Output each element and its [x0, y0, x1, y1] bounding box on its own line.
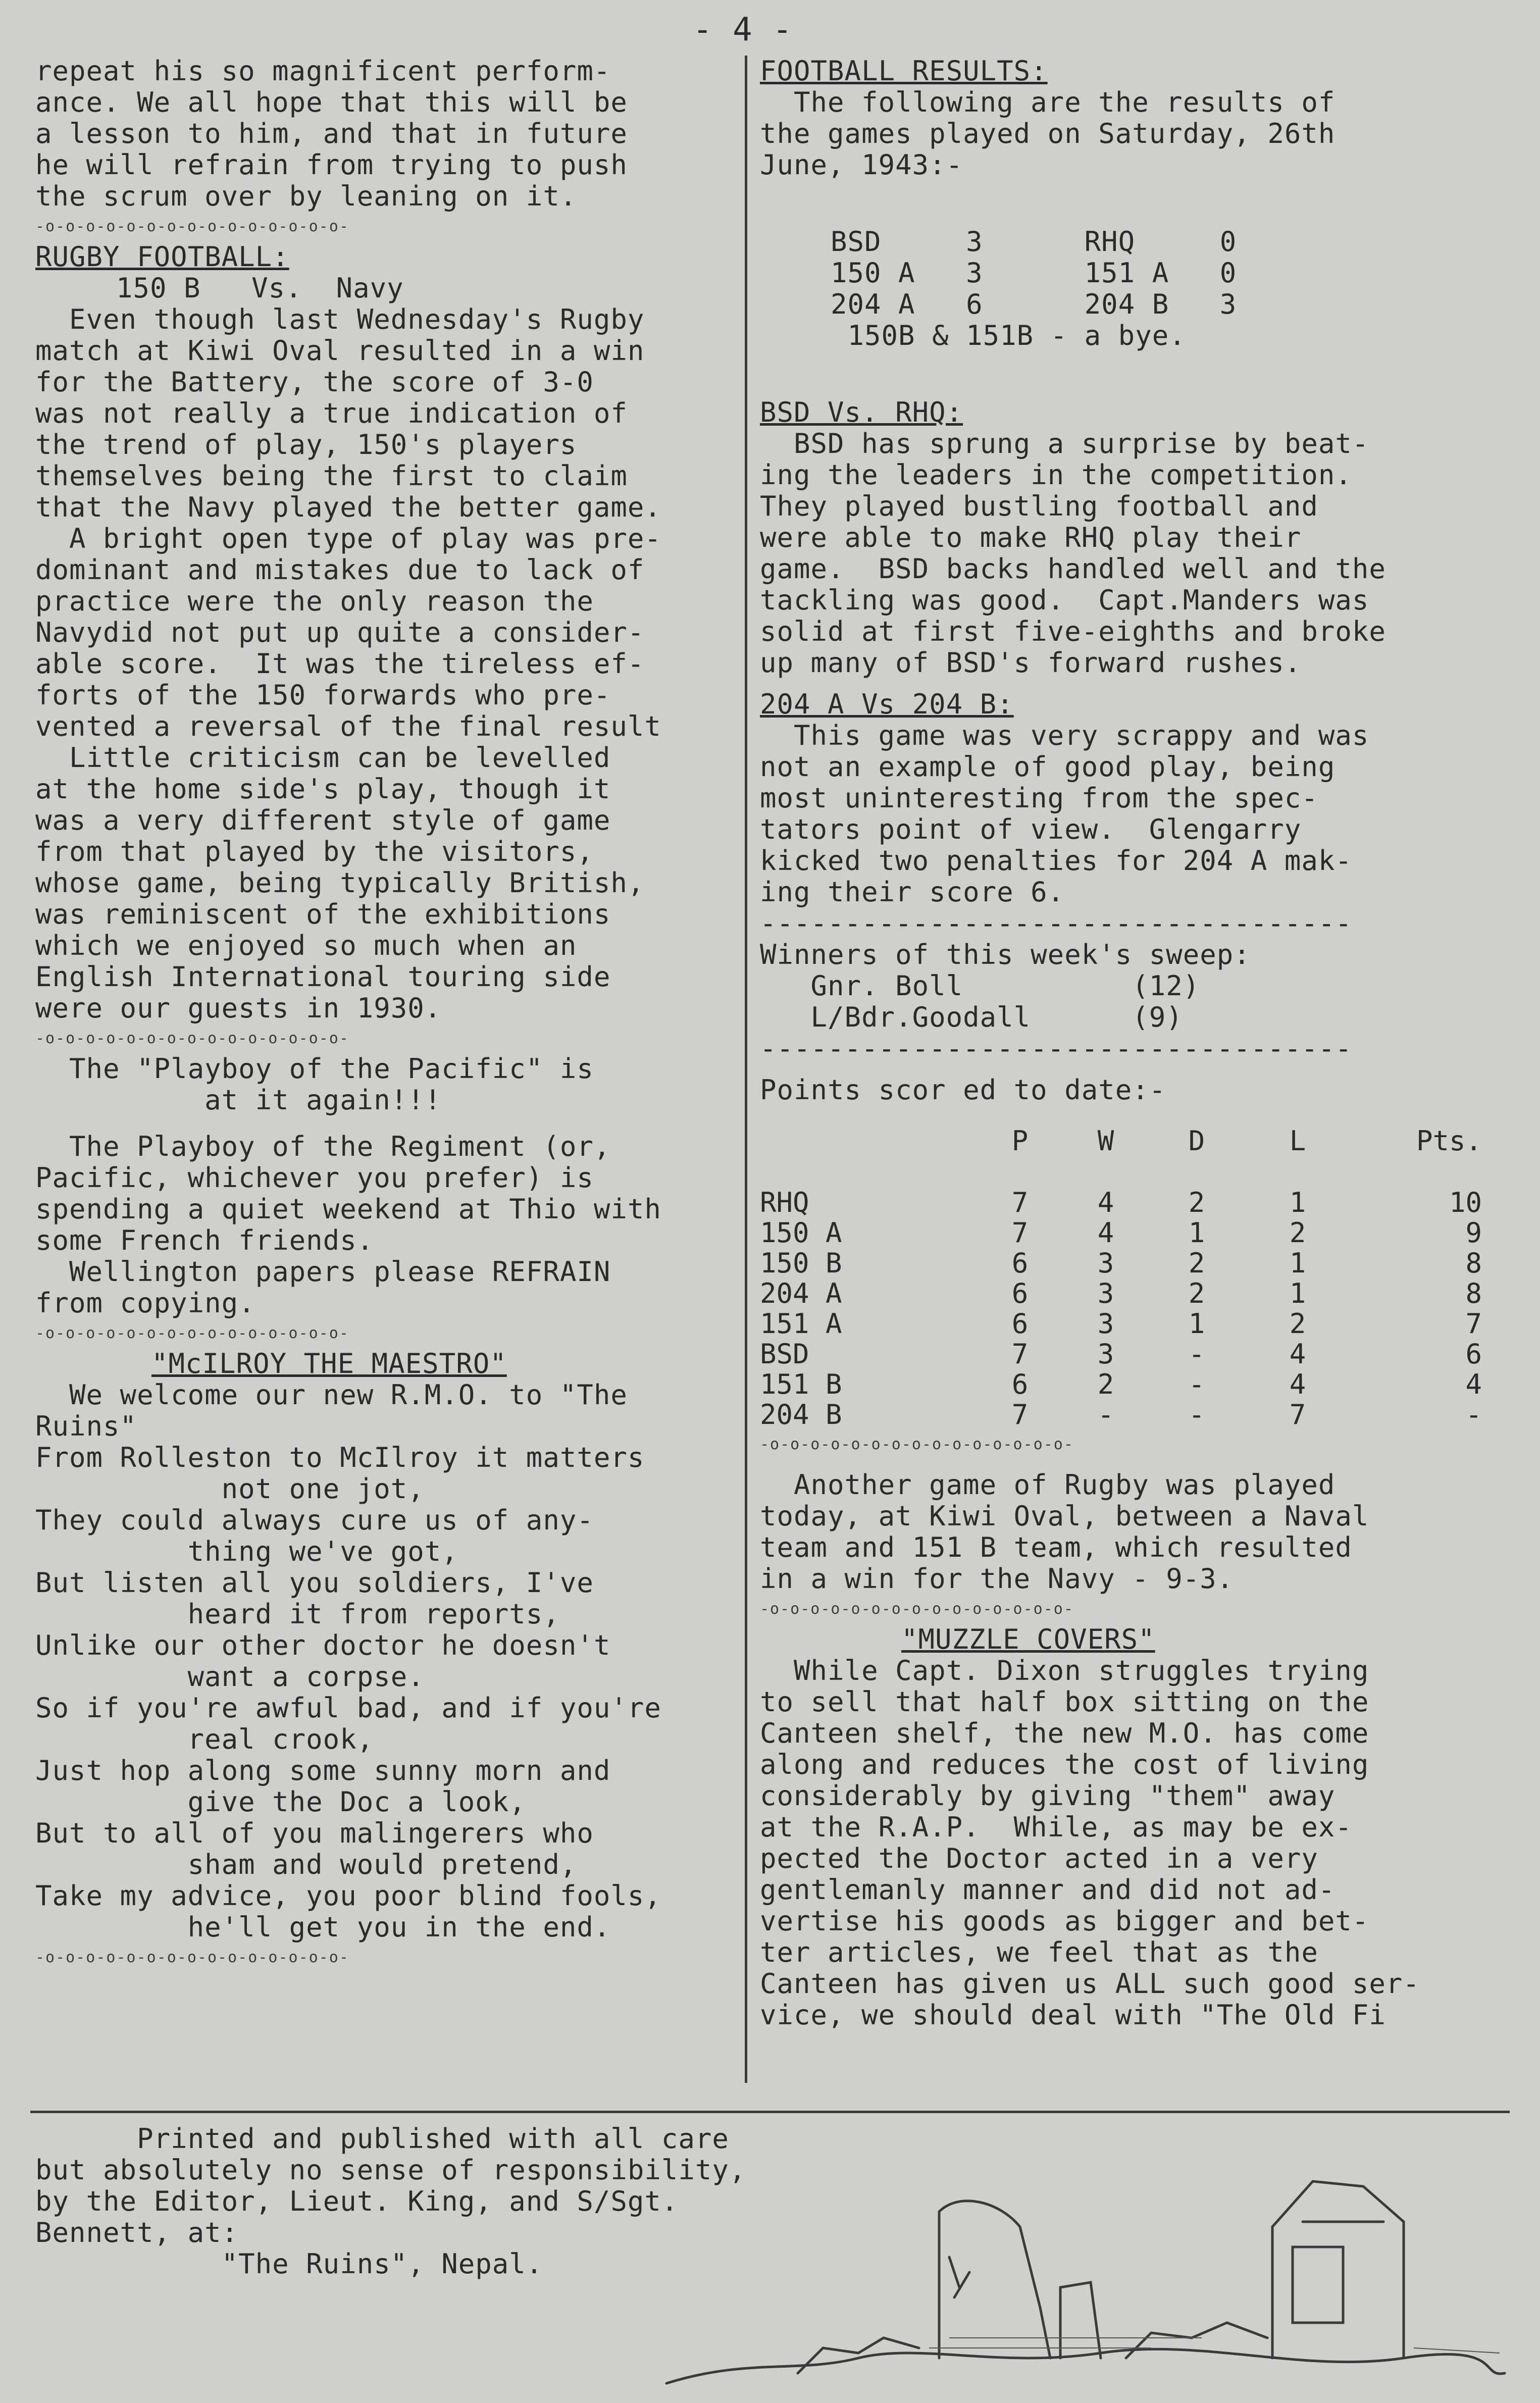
rugby-line: whose game, being typically British,: [35, 867, 645, 899]
a204-line: ing their score 6.: [760, 876, 1065, 908]
bsd-line: up many of BSD's forward rushes.: [760, 647, 1302, 679]
poem-line: Ruins": [35, 1410, 137, 1442]
playboy-line: some French friends.: [35, 1224, 374, 1256]
another-game-line: Another game of Rugby was played: [760, 1469, 1336, 1501]
footer: [35, 2123, 746, 2280]
rugby-line: English International touring side: [35, 961, 611, 993]
muzzle-line: at the R.A.P. While, as may be ex-: [760, 1811, 1352, 1843]
poem-line: So if you're awful bad, and if you're: [35, 1692, 661, 1724]
table-cell: -: [1188, 1338, 1205, 1370]
rugby-line: was a very different style of game: [35, 804, 611, 836]
intro-line: he will refrain from trying to push: [35, 149, 628, 181]
table-cell: 6: [1011, 1277, 1029, 1309]
muzzle-line: Canteen has given us ALL such good ser-: [760, 1968, 1420, 2000]
muzzle-line: considerably by giving "them" away: [760, 1780, 1336, 1812]
rugby-line: that the Navy played the better game.: [35, 491, 661, 523]
rugby-line: was reminiscent of the exhibitions: [35, 898, 611, 930]
page-number: - 4 -: [693, 11, 793, 48]
another-game-line: team and 151 B team, which resulted: [760, 1531, 1352, 1563]
intro-line: the scrum over by leaning on it.: [35, 180, 577, 212]
table-cell: 1: [1289, 1277, 1306, 1309]
muzzle-line: Canteen shelf, the new M.O. has come: [760, 1717, 1369, 1749]
table-cell: 4: [1465, 1368, 1482, 1400]
header-cell: W: [1097, 1125, 1114, 1157]
results-block: [831, 226, 1502, 351]
muzzle-line: vice, we should deal with "The Old Fi: [760, 1999, 1386, 2031]
table-cell: 1: [1289, 1247, 1306, 1279]
rugby-line: the trend of play, 150's players: [35, 429, 577, 461]
section-separator: -o-o-o-o-o-o-o-o-o-o-o-o-o-o-o-: [35, 1030, 349, 1047]
table-cell: 8: [1465, 1247, 1482, 1279]
footer-line: Printed and published with all care: [35, 2123, 729, 2155]
column-divider: [745, 56, 747, 2083]
table-cell: 4: [1097, 1217, 1114, 1249]
table-cell: 7: [1465, 1308, 1482, 1340]
spacer: [760, 1064, 1502, 1075]
muzzle-line: gentlemanly manner and did not ad-: [760, 1874, 1336, 1906]
bsd-line: ing the leaders in the competition.: [760, 459, 1352, 491]
playboy-line: The Playboy of the Regiment (or,: [35, 1131, 611, 1162]
playboy-line: Wellington papers please REFRAIN: [35, 1256, 611, 1288]
a204-heading: 204 A Vs 204 B:: [760, 688, 1014, 720]
table-cell: 2: [1289, 1308, 1306, 1340]
table-cell: 6: [1011, 1308, 1029, 1340]
bsd-line: They played bustling football and: [760, 490, 1318, 522]
header-cell: L: [1289, 1125, 1306, 1157]
rubble: [798, 2338, 919, 2373]
table-cell: 150 A: [760, 1217, 842, 1249]
ground-line: [666, 2349, 1505, 2383]
rubble: [1126, 2323, 1267, 2358]
bsd-line: BSD has sprung a surprise by beat-: [760, 428, 1369, 459]
poem-line: But listen all you soldiers, I've: [35, 1567, 594, 1599]
table-cell: -: [1188, 1368, 1205, 1400]
table-cell: -: [1465, 1399, 1482, 1430]
poem-line: heard it from reports,: [35, 1598, 560, 1630]
table-cell: 7: [1011, 1338, 1029, 1370]
ruins-sketch: [646, 2156, 1515, 2393]
footer-line: by the Editor, Lieut. King, and S/Sgt.: [35, 2185, 679, 2217]
intro-line: ance. We all hope that this will be: [35, 86, 628, 118]
playboy-heading: The "Playboy of the Pacific" is: [35, 1053, 594, 1085]
spacer: [760, 1106, 1502, 1126]
points-table: [760, 1126, 1482, 1430]
mcilroy-heading: "McILROY THE MAESTRO": [151, 1348, 507, 1379]
section-separator: -o-o-o-o-o-o-o-o-o-o-o-o-o-o-o-: [760, 1600, 1074, 1618]
a204-line: tators point of view. Glengarry: [760, 813, 1302, 845]
table-cell: 3: [1097, 1277, 1114, 1309]
sweep-line: L/Bdr.Goodall (9): [760, 1001, 1183, 1033]
ruin-doorway: [1060, 2282, 1101, 2358]
table-cell: -: [1188, 1399, 1205, 1430]
footer-rule: [30, 2111, 1510, 2113]
rugby-subheading: 150 B Vs. Navy: [116, 272, 404, 304]
table-row: [760, 1218, 1482, 1248]
table-cell: RHQ: [760, 1187, 809, 1218]
result-line: BSD 3 RHQ 0: [831, 226, 1237, 258]
table-row: [760, 1188, 1482, 1218]
section-separator: -o-o-o-o-o-o-o-o-o-o-o-o-o-o-o-: [35, 1324, 349, 1342]
muzzle-line: While Capt. Dixon struggles trying: [760, 1655, 1369, 1686]
another-game-line: today, at Kiwi Oval, between a Naval: [760, 1500, 1369, 1532]
rugby-line: forts of the 150 forwards who pre-: [35, 679, 611, 711]
playboy-line: Pacific, whichever you prefer) is: [35, 1162, 594, 1194]
muzzle-line: to sell that half box sitting on the: [760, 1686, 1369, 1718]
hatching: [929, 2338, 1500, 2353]
table-cell: 10: [1449, 1187, 1482, 1218]
result-line: 204 A 6 204 B 3: [831, 288, 1237, 320]
spacer: [760, 181, 1502, 226]
poem-line: real crook,: [35, 1723, 374, 1755]
intro-line: repeat his so magnificent perform-: [35, 55, 611, 87]
table-row: [760, 1279, 1482, 1309]
muzzle-line: ter articles, we feel that as the: [760, 1936, 1318, 1968]
playboy-line: from copying.: [35, 1287, 255, 1319]
results-intro-line: June, 1943:-: [760, 149, 963, 181]
header-cell: D: [1188, 1125, 1205, 1157]
table-cell: 204 A: [760, 1277, 842, 1309]
ruin-window: [1293, 2247, 1343, 2323]
rugby-line: A bright open type of play was pre-: [35, 523, 661, 554]
rugby-line: from that played by the visitors,: [35, 836, 594, 867]
table-cell: 3: [1097, 1308, 1114, 1340]
result-line: 150B & 151B - a bye.: [831, 320, 1186, 351]
table-cell: 2: [1289, 1217, 1306, 1249]
table-cell: 7: [1011, 1399, 1029, 1430]
rugby-line: for the Battery, the score of 3-0: [35, 366, 594, 398]
table-cell: 8: [1465, 1277, 1482, 1309]
muzzle-line: pected the Doctor acted in a very: [760, 1843, 1318, 1874]
poem-line: he'll get you in the end.: [35, 1911, 611, 1943]
poem-line: We welcome our new R.M.O. to "The: [35, 1379, 628, 1411]
results-heading: FOOTBALL RESULTS:: [760, 55, 1048, 87]
poem-line: Take my advice, you poor blind fools,: [35, 1880, 661, 1912]
a204-line: kicked two penalties for 204 A mak-: [760, 845, 1352, 877]
bsd-line: were able to make RHQ play their: [760, 522, 1302, 553]
table-cell: 6: [1465, 1338, 1482, 1370]
table-cell: 6: [1011, 1247, 1029, 1279]
table-cell: 2: [1097, 1368, 1114, 1400]
table-row: [760, 1400, 1482, 1430]
bsd-line: solid at first five-eighths and broke: [760, 616, 1386, 647]
table-cell: 1: [1289, 1187, 1306, 1218]
rugby-line: dominant and mistakes due to lack of: [35, 554, 645, 586]
rugby-heading: RUGBY FOOTBALL:: [35, 241, 289, 273]
section-separator: -o-o-o-o-o-o-o-o-o-o-o-o-o-o-o-: [35, 1949, 349, 1966]
header-cell: P: [1011, 1125, 1029, 1157]
poem-line: give the Doc a look,: [35, 1786, 526, 1818]
table-cell: 3: [1097, 1338, 1114, 1370]
muzzle-heading: "MUZZLE COVERS": [901, 1623, 1155, 1655]
intro-line: a lesson to him, and that in future: [35, 118, 628, 149]
points-heading: Points scor ed to date:-: [760, 1074, 1166, 1106]
bsd-heading: BSD Vs. RHQ:: [760, 396, 963, 428]
table-cell: 3: [1097, 1247, 1114, 1279]
table-cell: 4: [1289, 1338, 1306, 1370]
table-cell: 9: [1465, 1217, 1482, 1249]
poem-line: thing we've got,: [35, 1536, 458, 1567]
spacer: [35, 1116, 742, 1131]
results-intro-line: The following are the results of: [760, 86, 1336, 118]
poem-line: They could always cure us of any-: [35, 1504, 594, 1536]
table-row: [760, 1309, 1482, 1339]
table-cell: 151 A: [760, 1308, 842, 1340]
spacer-row: [760, 1156, 1482, 1188]
dash-separator: -----------------------------------: [760, 907, 1352, 939]
rugby-line: Little criticism can be levelled: [35, 742, 611, 774]
spacer: [760, 351, 1502, 397]
result-line: 150 A 3 151 A 0: [831, 257, 1237, 289]
table-cell: 2: [1188, 1247, 1205, 1279]
right-column: [760, 56, 1502, 2031]
poem-line: Just hop along some sunny morn and: [35, 1755, 611, 1786]
muzzle-line: vertise his goods as bigger and bet-: [760, 1905, 1369, 1937]
bsd-line: game. BSD backs handled well and the: [760, 553, 1386, 585]
table-cell: 7: [1289, 1399, 1306, 1430]
section-separator: -o-o-o-o-o-o-o-o-o-o-o-o-o-o-o-: [760, 1436, 1074, 1453]
table-cell: -: [1097, 1399, 1114, 1430]
ruin-mark: [949, 2257, 969, 2297]
table-cell: 2: [1188, 1277, 1205, 1309]
table-cell: 151 B: [760, 1368, 842, 1400]
table-cell: 4: [1097, 1187, 1114, 1218]
table-cell: 7: [1011, 1187, 1029, 1218]
rugby-line: able score. It was the tireless ef-: [35, 648, 645, 680]
sweep-line: Winners of this week's sweep:: [760, 939, 1251, 970]
rugby-line: vented a reversal of the final result: [35, 710, 661, 742]
left-column: [35, 56, 742, 1972]
poem-line: not one jot,: [35, 1473, 425, 1505]
table-cell: 1: [1188, 1217, 1205, 1249]
table-cell: BSD: [760, 1338, 809, 1370]
footer-line: "The Ruins", Nepal.: [35, 2248, 543, 2280]
playboy-line: spending a quiet weekend at Thio with: [35, 1193, 661, 1225]
dash-separator: -----------------------------------: [760, 1033, 1352, 1064]
poem-line: But to all of you malingerers who: [35, 1817, 594, 1849]
spacer: [760, 1459, 1502, 1469]
header-cell: Pts.: [1416, 1125, 1482, 1157]
another-game-line: in a win for the Navy - 9-3.: [760, 1563, 1234, 1595]
a204-line: This game was very scrappy and was: [760, 720, 1369, 751]
table-cell: 150 B: [760, 1247, 842, 1279]
bsd-line: tackling was good. Capt.Manders was: [760, 584, 1369, 616]
table-cell: 2: [1188, 1187, 1205, 1218]
table-cell: 204 B: [760, 1399, 842, 1430]
results-intro-line: the games played on Saturday, 26th: [760, 118, 1336, 149]
sweep-line: Gnr. Boll (12): [760, 970, 1200, 1002]
rugby-line: at the home side's play, though it: [35, 773, 611, 805]
table-cell: 1: [1188, 1308, 1205, 1340]
poem-line: sham and would pretend,: [35, 1849, 577, 1880]
table-cell: 4: [1289, 1368, 1306, 1400]
rugby-line: match at Kiwi Oval resulted in a win: [35, 335, 645, 367]
table-cell: 7: [1011, 1217, 1029, 1249]
header-cell: [760, 1126, 977, 1156]
poem-line: want a corpse.: [35, 1661, 425, 1693]
table-row: [760, 1248, 1482, 1279]
poem-line: From Rolleston to McIlroy it matters: [35, 1442, 645, 1473]
table-cell: 6: [1011, 1368, 1029, 1400]
table-row: [760, 1339, 1482, 1369]
playboy-heading: at it again!!!: [35, 1084, 442, 1116]
rugby-line: practice were the only reason the: [35, 585, 594, 617]
poem-line: Unlike our other doctor he doesn't: [35, 1629, 611, 1661]
rugby-line: Navydid not put up quite a consider-: [35, 617, 645, 648]
section-separator: -o-o-o-o-o-o-o-o-o-o-o-o-o-o-o-: [35, 218, 349, 235]
points-table-header: [760, 1126, 1482, 1156]
rugby-line: were our guests in 1930.: [35, 992, 442, 1024]
rugby-line: was not really a true indication of: [35, 397, 628, 429]
spacer: [760, 679, 1502, 689]
a204-line: not an example of good play, being: [760, 751, 1336, 783]
a204-line: most uninteresting from the spec-: [760, 782, 1318, 814]
table-row: [760, 1369, 1482, 1400]
rugby-line: themselves being the first to claim: [35, 460, 628, 492]
footer-line: Bennett, at:: [35, 2217, 239, 2248]
rugby-line: which we enjoyed so much when an: [35, 930, 577, 961]
rugby-line: Even though last Wednesday's Rugby: [35, 303, 645, 335]
footer-line: but absolutely no sense of responsibility,: [35, 2154, 746, 2186]
muzzle-line: along and reduces the cost of living: [760, 1749, 1369, 1780]
